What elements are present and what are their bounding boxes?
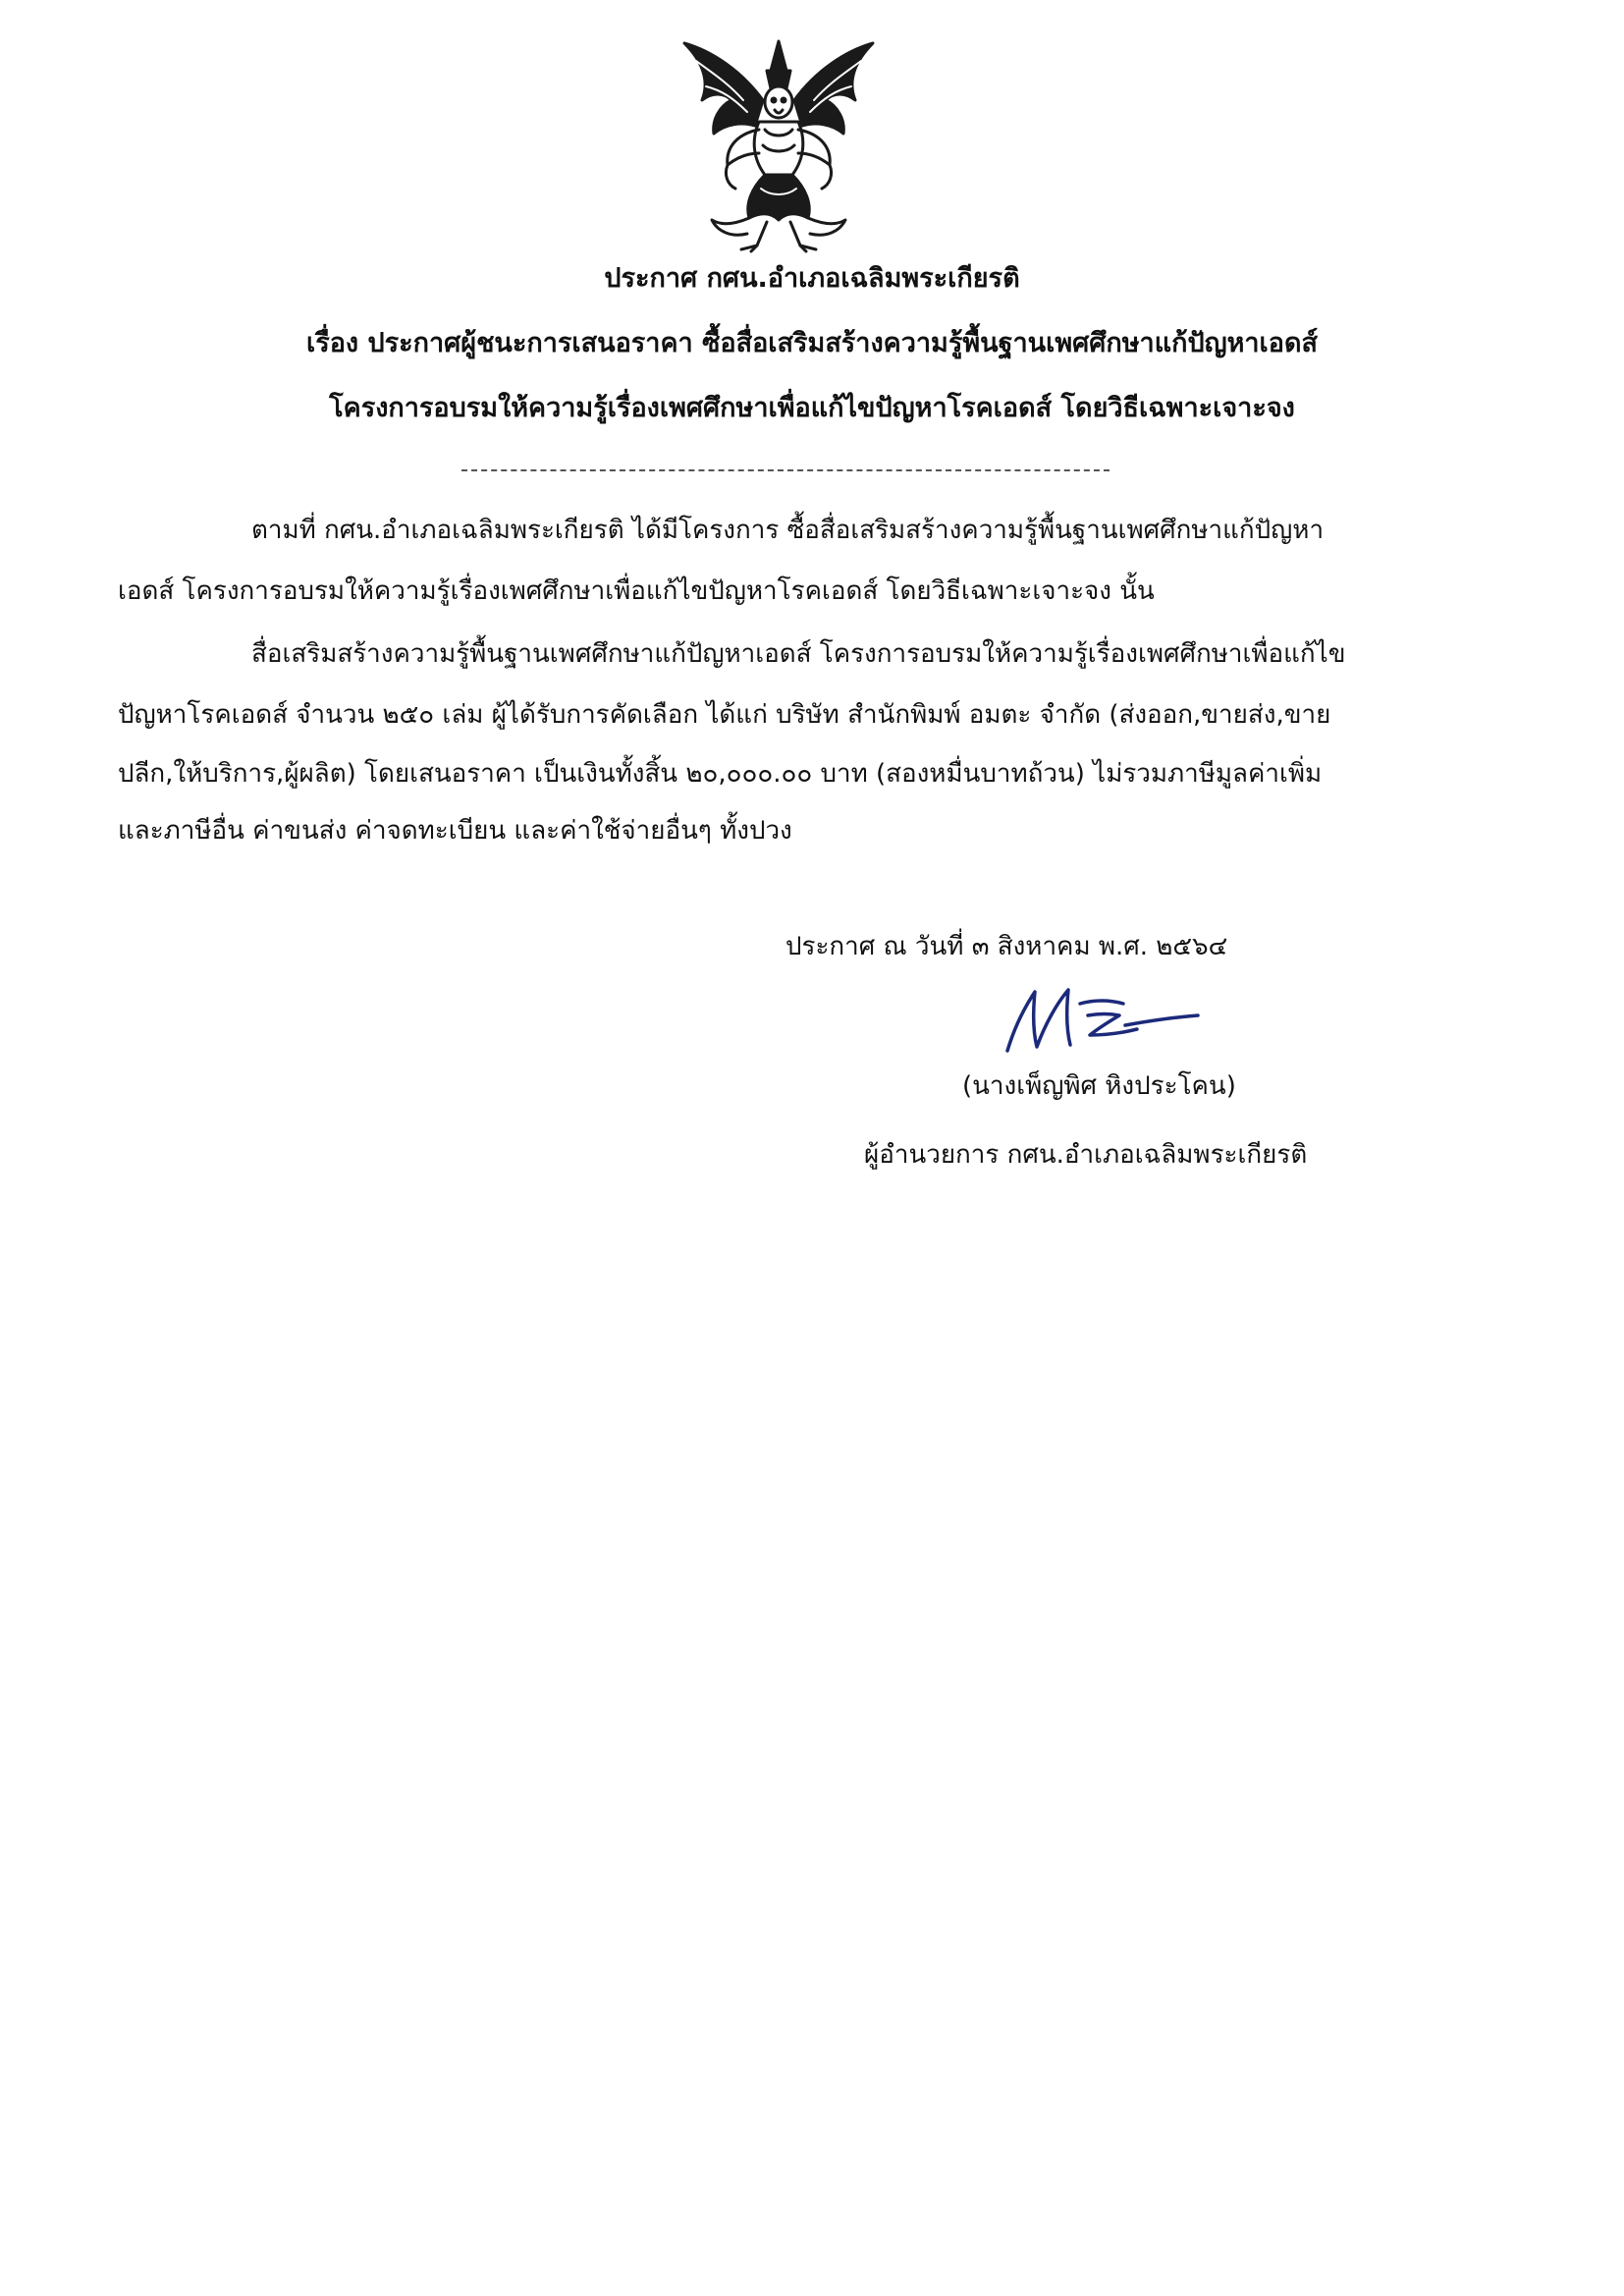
paragraph-2-line-2: ปัญหาโรคเอดส์ จำนวน ๒๕๐ เล่ม ผู้ได้รับการคัดเลือก ได้แก่ บริษัท สำนักพิมพ์ อมตะ จำกัด (ส่งออก,ขายส่ง,ขาย: [118, 700, 1331, 730]
announcement-title: ประกาศ กศน.อำเภอเฉลิมพระเกียรติ: [604, 263, 1020, 294]
paragraph-2-line-1: สื่อเสริมสร้างความรู้พื้นฐานเพศศึกษาแก้ปัญหาเอดส์ โครงการอบรมให้ความรู้เรื่องเพศศึกษาเพื่อแก้ไข: [251, 639, 1346, 669]
paragraph-1-line-1: ตามที่ กศน.อำเภอเฉลิมพระเกียรติ ได้มีโครงการ ซื้อสื่อเสริมสร้างความรู้พื้นฐานเพศศึกษาแก้ปัญหา: [251, 516, 1325, 545]
handwritten-signature-icon: [1000, 982, 1206, 1059]
paragraph-2-line-4: และภาษีอื่น ค่าขนส่ง ค่าจดทะเบียน และค่าใช้จ่ายอื่นๆ ทั้งปวง: [118, 816, 792, 846]
announcement-subject: เรื่อง ประกาศผู้ชนะการเสนอราคา ซื้อสื่อเสริมสร้างความรู้พื้นฐานเพศศึกษาแก้ปัญหาเอดส์: [305, 328, 1319, 358]
announcement-date: ประกาศ ณ วันที่ ๓ สิงหาคม พ.ศ. ๒๕๖๔: [785, 932, 1228, 961]
paragraph-1-line-2: เอดส์ โครงการอบรมให้ความรู้เรื่องเพศศึกษาเพื่อแก้ไขปัญหาโรคเอดส์ โดยวิธีเฉพาะเจาะจง นั้น: [118, 576, 1155, 606]
announcement-subject-continued: โครงการอบรมให้ความรู้เรื่องเพศศึกษาเพื่อแก้ไขปัญหาโรคเอดส์ โดยวิธีเฉพาะเจาะจง: [329, 393, 1295, 423]
divider: [461, 469, 1110, 471]
signer-title: ผู้อำนวยการ กศน.อำเภอเฉลิมพระเกียรติ: [864, 1140, 1308, 1170]
signer-name: (นางเพ็ญพิศ หิงประโคน): [962, 1071, 1236, 1101]
garuda-emblem-icon: [673, 31, 885, 253]
paragraph-2-line-3: ปลีก,ให้บริการ,ผู้ผลิต) โดยเสนอราคา เป็นเงินทั้งสิ้น ๒๐,๐๐๐.๐๐ บาท (สองหมื่นบาทถ้วน) ไม่รวมภาษีมูลค่าเพิ่ม: [118, 759, 1323, 789]
